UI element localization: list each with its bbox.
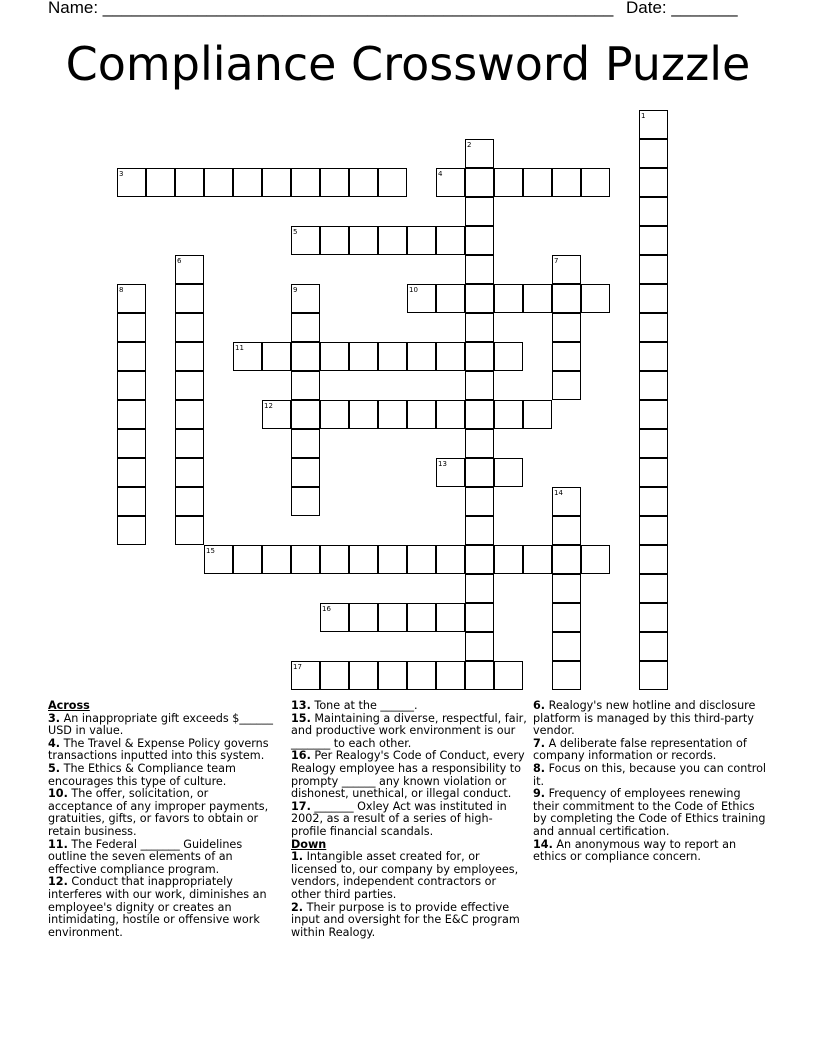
- grid-cell[interactable]: [523, 168, 552, 197]
- grid-cell[interactable]: [494, 400, 523, 429]
- grid-cell[interactable]: [639, 458, 668, 487]
- clue-number-15: 15: [206, 547, 215, 555]
- grid-cell[interactable]: [465, 197, 494, 226]
- grid-cell[interactable]: [639, 197, 668, 226]
- grid-cell[interactable]: [436, 226, 465, 255]
- grid-cell[interactable]: [349, 342, 378, 371]
- clue-number-12: 12: [264, 402, 273, 410]
- grid-cell[interactable]: [407, 661, 436, 690]
- clue-number-2: 2: [467, 141, 472, 149]
- clue-across-13: 13. Tone at the ______.: [291, 699, 418, 712]
- grid-cell[interactable]: [465, 574, 494, 603]
- grid-cell[interactable]: [407, 284, 436, 313]
- grid-cell[interactable]: [175, 429, 204, 458]
- grid-cell[interactable]: [552, 487, 581, 516]
- grid-cell[interactable]: [552, 255, 581, 284]
- grid-cell[interactable]: [552, 168, 581, 197]
- grid-cell[interactable]: [291, 313, 320, 342]
- clue-across-10: 10. The offer, solicitation, or acceptance of any improper payments, gratuities, gifts, or favors to obtain or retain business.: [48, 787, 269, 838]
- grid-cell[interactable]: [494, 661, 523, 690]
- clue-number-1: 1: [641, 112, 646, 120]
- grid-cell[interactable]: [349, 545, 378, 574]
- grid-cell[interactable]: [291, 487, 320, 516]
- grid-cell[interactable]: [349, 226, 378, 255]
- grid-cell[interactable]: [465, 516, 494, 545]
- grid-cell[interactable]: [552, 371, 581, 400]
- grid-cell[interactable]: [581, 284, 610, 313]
- grid-cell[interactable]: [465, 603, 494, 632]
- grid-cell[interactable]: [465, 226, 494, 255]
- grid-cell[interactable]: [436, 400, 465, 429]
- clue-number-5: 5: [293, 228, 298, 236]
- grid-cell[interactable]: [639, 516, 668, 545]
- clue-across-3: 3. An inappropriate gift exceeds $______ USD in value.: [48, 711, 273, 738]
- clue-number-13: 13: [438, 460, 447, 468]
- grid-cell[interactable]: [320, 168, 349, 197]
- grid-cell[interactable]: [465, 400, 494, 429]
- grid-cell[interactable]: [291, 545, 320, 574]
- grid-cell[interactable]: [320, 400, 349, 429]
- grid-cell[interactable]: [291, 429, 320, 458]
- grid-cell[interactable]: [436, 284, 465, 313]
- grid-cell[interactable]: [291, 226, 320, 255]
- grid-cell[interactable]: [494, 458, 523, 487]
- grid-cell[interactable]: [291, 342, 320, 371]
- grid-cell[interactable]: [523, 284, 552, 313]
- grid-cell[interactable]: [639, 313, 668, 342]
- grid-cell[interactable]: [233, 545, 262, 574]
- grid-cell[interactable]: [378, 661, 407, 690]
- clue-number-7: 7: [554, 257, 559, 265]
- grid-cell[interactable]: [117, 429, 146, 458]
- name-field-label: Name: ______________________________________________________: [48, 0, 614, 17]
- grid-cell[interactable]: [639, 574, 668, 603]
- grid-cell[interactable]: [639, 284, 668, 313]
- grid-cell[interactable]: [523, 400, 552, 429]
- clues-column-2: [291, 700, 527, 939]
- grid-cell[interactable]: [639, 226, 668, 255]
- grid-cell[interactable]: [436, 458, 465, 487]
- grid-cell[interactable]: [291, 371, 320, 400]
- grid-cell[interactable]: [233, 342, 262, 371]
- clue-down-7: 7. A deliberate false representation of company information or records.: [533, 736, 747, 763]
- across-heading: Across: [48, 699, 90, 712]
- clue-down-14: 14. An anonymous way to report an ethics or compliance concern.: [533, 837, 737, 864]
- grid-cell[interactable]: [175, 516, 204, 545]
- grid-cell[interactable]: [320, 342, 349, 371]
- grid-cell[interactable]: [175, 284, 204, 313]
- grid-cell[interactable]: [639, 371, 668, 400]
- clue-across-16: 16. Per Realogy's Code of Conduct, every Realogy employee has a responsibility to prompty ______ any known violation or dishonest, unethical, or illegal conduct.: [291, 749, 525, 801]
- grid-cell[interactable]: [552, 545, 581, 574]
- grid-cell[interactable]: [378, 400, 407, 429]
- grid-cell[interactable]: [436, 168, 465, 197]
- grid-cell[interactable]: [436, 545, 465, 574]
- grid-cell[interactable]: [262, 342, 291, 371]
- grid-cell[interactable]: [639, 255, 668, 284]
- date-field-label: Date: _______: [626, 0, 738, 17]
- grid-cell[interactable]: [465, 255, 494, 284]
- grid-cell[interactable]: [378, 603, 407, 632]
- grid-cell[interactable]: [581, 168, 610, 197]
- clue-number-10: 10: [409, 286, 418, 294]
- grid-cell[interactable]: [465, 632, 494, 661]
- grid-cell[interactable]: [175, 313, 204, 342]
- grid-cell[interactable]: [494, 284, 523, 313]
- grid-cell[interactable]: [175, 487, 204, 516]
- grid-cell[interactable]: [639, 342, 668, 371]
- grid-cell[interactable]: [349, 168, 378, 197]
- grid-cell[interactable]: [117, 400, 146, 429]
- clue-across-17: 17. _______ Oxley Act was instituted in 2002, as a result of a series of high-profile financial scandals.: [291, 799, 507, 838]
- grid-cell[interactable]: [175, 255, 204, 284]
- grid-cell[interactable]: [639, 400, 668, 429]
- grid-cell[interactable]: [494, 168, 523, 197]
- grid-cell[interactable]: [552, 342, 581, 371]
- grid-cell[interactable]: [175, 168, 204, 197]
- grid-cell[interactable]: [378, 168, 407, 197]
- grid-cell[interactable]: [117, 516, 146, 545]
- grid-cell[interactable]: [407, 603, 436, 632]
- grid-cell[interactable]: [639, 168, 668, 197]
- clues-column-1: [48, 700, 276, 939]
- grid-cell[interactable]: [117, 342, 146, 371]
- clue-number-4: 4: [438, 170, 443, 178]
- grid-cell[interactable]: [552, 632, 581, 661]
- clue-across-11: 11. The Federal _______ Guidelines outline the seven elements of an effective compliance program.: [48, 837, 243, 876]
- grid-cell[interactable]: [349, 400, 378, 429]
- clue-down-9: 9. Frequency of employees renewing their commitment to the Code of Ethics by completing the Code of Ethics training and annual certification.: [533, 787, 766, 838]
- grid-cell[interactable]: [436, 661, 465, 690]
- clue-number-6: 6: [177, 257, 182, 265]
- grid-cell[interactable]: [262, 545, 291, 574]
- grid-cell[interactable]: [465, 284, 494, 313]
- grid-cell[interactable]: [204, 545, 233, 574]
- grid-cell[interactable]: [552, 603, 581, 632]
- clue-number-17: 17: [293, 663, 302, 671]
- grid-cell[interactable]: [552, 284, 581, 313]
- clue-across-5: 5. The Ethics & Compliance team encourages this type of culture.: [48, 761, 236, 788]
- grid-cell[interactable]: [436, 342, 465, 371]
- grid-cell[interactable]: [117, 371, 146, 400]
- grid-cell[interactable]: [639, 110, 668, 139]
- clue-number-9: 9: [293, 286, 298, 294]
- grid-cell[interactable]: [117, 168, 146, 197]
- grid-cell[interactable]: [523, 545, 552, 574]
- grid-cell[interactable]: [204, 168, 233, 197]
- page-title: Compliance Crossword Puzzle: [65, 37, 751, 91]
- grid-cell[interactable]: [552, 516, 581, 545]
- down-heading: Down: [291, 837, 327, 851]
- clue-number-16: 16: [322, 605, 331, 613]
- clue-down-8: 8. Focus on this, because you can control it.: [533, 761, 767, 788]
- clue-number-14: 14: [554, 489, 563, 497]
- grid-cell[interactable]: [117, 284, 146, 313]
- grid-cell[interactable]: [465, 545, 494, 574]
- grid-cell[interactable]: [233, 168, 262, 197]
- grid-cell[interactable]: [639, 632, 668, 661]
- grid-cell[interactable]: [407, 545, 436, 574]
- grid-cell[interactable]: [465, 487, 494, 516]
- grid-cell[interactable]: [320, 661, 349, 690]
- grid-cell[interactable]: [291, 400, 320, 429]
- grid-cell[interactable]: [175, 400, 204, 429]
- grid-cell[interactable]: [465, 458, 494, 487]
- grid-cell[interactable]: [175, 458, 204, 487]
- grid-cell[interactable]: [639, 661, 668, 690]
- clue-number-11: 11: [235, 344, 244, 352]
- grid-cell[interactable]: [378, 342, 407, 371]
- grid-cell[interactable]: [465, 342, 494, 371]
- grid-cell[interactable]: [175, 342, 204, 371]
- grid-cell[interactable]: [639, 429, 668, 458]
- grid-cell[interactable]: [639, 545, 668, 574]
- grid-cell[interactable]: [465, 661, 494, 690]
- grid-cell[interactable]: [291, 168, 320, 197]
- grid-cell[interactable]: [378, 226, 407, 255]
- clue-down-1: 1. Intangible asset created for, or licensed to, our company by employees, vendors, independent contractors or other third parties.: [291, 850, 519, 901]
- grid-cell[interactable]: [378, 545, 407, 574]
- grid-cell[interactable]: [146, 168, 175, 197]
- grid-cell[interactable]: [407, 400, 436, 429]
- grid-cell[interactable]: [320, 226, 349, 255]
- grid-cell[interactable]: [639, 603, 668, 632]
- clue-number-8: 8: [119, 286, 124, 294]
- clue-across-15: 15. Maintaining a diverse, respectful, fair, and productive work environment is our _______ to each other.: [291, 711, 527, 750]
- grid-cell[interactable]: [552, 661, 581, 690]
- grid-cell[interactable]: [349, 661, 378, 690]
- grid-cell[interactable]: [581, 545, 610, 574]
- clue-down-6: 6. Realogy's new hotline and disclosure platform is managed by this third-party vendor.: [533, 699, 756, 738]
- grid-cell[interactable]: [494, 342, 523, 371]
- grid-cell[interactable]: [494, 545, 523, 574]
- grid-cell[interactable]: [552, 313, 581, 342]
- grid-cell[interactable]: [117, 458, 146, 487]
- grid-cell[interactable]: [117, 313, 146, 342]
- clues-column-3: [533, 700, 769, 864]
- clue-across-4: 4. The Travel & Expense Policy governs transactions inputted into this system.: [48, 736, 269, 763]
- grid-cell[interactable]: [465, 168, 494, 197]
- grid-cell[interactable]: [175, 371, 204, 400]
- grid-cell[interactable]: [407, 342, 436, 371]
- grid-cell[interactable]: [465, 139, 494, 168]
- grid-cell[interactable]: [407, 226, 436, 255]
- grid-cell[interactable]: [291, 458, 320, 487]
- clue-across-12: 12. Conduct that inappropriately interferes with our work, diminishes an employee's dignity or creates an intimidating, hostile or offensive work environment.: [48, 875, 267, 939]
- grid-cell[interactable]: [639, 487, 668, 516]
- grid-cell[interactable]: [639, 139, 668, 168]
- grid-cell[interactable]: [349, 603, 378, 632]
- grid-cell[interactable]: [436, 603, 465, 632]
- grid-cell[interactable]: [117, 487, 146, 516]
- grid-cell[interactable]: [291, 284, 320, 313]
- grid-cell[interactable]: [291, 661, 320, 690]
- clue-number-3: 3: [119, 170, 124, 178]
- grid-cell[interactable]: [552, 574, 581, 603]
- clue-down-2: 2. Their purpose is to provide effective input and oversight for the E&C program within Realogy.: [291, 900, 520, 939]
- grid-cell[interactable]: [320, 603, 349, 632]
- grid-cell[interactable]: [262, 168, 291, 197]
- grid-cell[interactable]: [320, 545, 349, 574]
- grid-cell[interactable]: [465, 371, 494, 400]
- grid-cell[interactable]: [465, 313, 494, 342]
- grid-cell[interactable]: [465, 429, 494, 458]
- grid-cell[interactable]: [262, 400, 291, 429]
